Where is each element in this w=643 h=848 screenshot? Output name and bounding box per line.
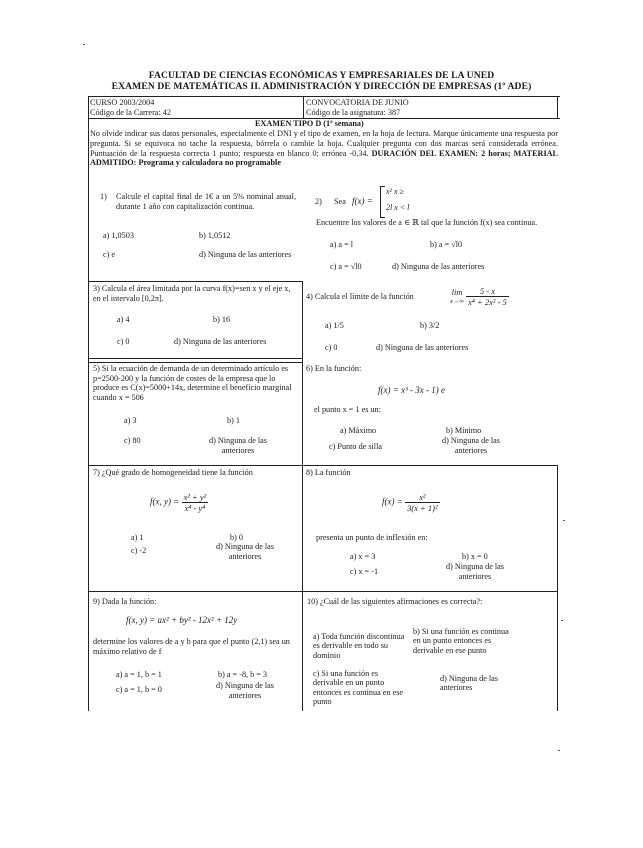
q4-lim-sub: x→∞ <box>450 297 465 305</box>
faculty-title: FACULTAD DE CIENCIAS ECONÓMICAS Y EMPRESARIALES DE LA UNED <box>148 70 495 81</box>
q2-case1: x² x ≥ <box>386 187 404 196</box>
row3-divider <box>88 465 558 466</box>
q2-option-a: a) a = l <box>330 240 354 249</box>
q4-denominator: x⁴ + 2x² - 5 <box>468 297 507 307</box>
q8-option-c: c) x = -1 <box>350 567 379 576</box>
q4-numerator: 5 - x <box>466 286 509 297</box>
scan-mark <box>558 750 560 751</box>
q5-text: 5) Si la ecuación de demanda de un determinado artículo es p=2500-200 y la función de costes de la empresa que lo produce es C(x)=5000+14x, determine el beneficio marginal cuando x = 506 <box>93 364 292 402</box>
q5-option-b: b) 1 <box>227 416 240 425</box>
q8-lhs: f(x) = <box>382 496 403 507</box>
q8-option-b: b) x = 0 <box>462 552 488 561</box>
q8-denominator: 3(x + 1)² <box>407 503 438 513</box>
q3-option-b: b) 16 <box>213 315 231 324</box>
instructions-duration: DURACIÓN DEL EXAMEN: 2 horas; MATERIAL ADMITIDO: Programa y calculadora no programable <box>90 148 559 168</box>
call: CONVOCATORIA DE JUNIO <box>306 98 409 107</box>
info-divider <box>303 96 304 119</box>
instructions-text: No olvide indicar sus datos personales, especialmente el DNI y el tipo de examen, en la hoja de lectura. Marque únicamente una respuesta por pregunta. Si se equivoca no tache la respuesta, bórrela o cambie la hoja. Cualquier pregunta con dos marcas será considerada errónea. Puntuación de la respuesta correcta 1 punto; respuesta en blanco 0; errónea -0,34. <box>90 129 558 158</box>
q4-option-a: a) 1/5 <box>325 321 344 330</box>
q2-text: Encuentre los valores de a ∈ ℝ tal que la función f(x) sea continua. <box>316 218 538 227</box>
scan-mark <box>563 520 565 521</box>
subject-code: Código de la asignatura: 387 <box>306 108 401 117</box>
left-border-lower <box>88 358 89 711</box>
q7-lhs: f(x, y) = <box>150 496 180 507</box>
q6-text: 6) En la función: <box>306 364 362 373</box>
q6-formula: f(x) = x³ - 3x - 1) e <box>378 385 445 395</box>
row2-divider-left <box>88 358 302 359</box>
q4-text: 4) Calcula el límite de la función <box>306 292 414 301</box>
q9-formula: f(x, y) = ax² + by² - 12x² + 12y <box>126 615 238 625</box>
q10-text: 10) ¿Cuál de las siguientes afirmaciones es correcta?: <box>307 597 483 606</box>
q3-text: 3) Calcula el área limitada por la curva f(x)=sen x y el eje x, en el intervalo [0,2π]. <box>93 284 291 303</box>
q4-option-d: d) Ninguna de las anteriores <box>376 343 469 352</box>
q1-option-c: c) e <box>103 250 116 259</box>
q10-top <box>303 591 557 592</box>
q6-option-a: a) Máximo <box>340 426 377 435</box>
q4-option-b: b) 3/2 <box>420 321 440 330</box>
q10-option-c: c) Si una función es derivable en un punto entonces es continua en ese punto <box>313 669 404 707</box>
scan-mark <box>83 44 85 45</box>
q8-formula <box>382 492 440 513</box>
q5-option-d: d) Ninguna de las anteriores <box>209 436 267 455</box>
q7-option-a: a) 1 <box>131 533 144 542</box>
q9-option-d: d) Ninguna de las anteriores <box>216 681 274 700</box>
q6-option-d: d) Ninguna de las anteriores <box>442 436 500 455</box>
q6-option-c: c) Punto de silla <box>329 442 382 451</box>
q4-limit <box>450 286 509 307</box>
q6-option-b: b) Mínimo <box>446 426 482 435</box>
q2-sea: Sea <box>334 197 346 206</box>
info-right-border <box>557 96 558 119</box>
left-border <box>88 96 89 358</box>
career-code: Código de la Carrera: 42 <box>90 108 171 117</box>
q7-denominator: x⁴ - y⁴ <box>184 503 206 513</box>
q1-text: Calcule el capital final de 1€ a un 5% nominal anual, durante 1 año con capitalización continua. <box>116 192 296 211</box>
row1-divider-left <box>88 281 302 282</box>
q7-option-d: d) Ninguna de las anteriores <box>216 542 274 561</box>
info-box-top-border <box>88 96 560 97</box>
q2-number: 2) <box>315 197 322 206</box>
q8-text: 8) La función <box>306 468 351 477</box>
q7-option-b: b) 0 <box>230 533 243 542</box>
q4-option-c: c) 0 <box>325 343 338 352</box>
q9-text: 9) Dada la función: <box>93 597 157 606</box>
q3-option-d: d) Ninguna de las anteriores <box>174 337 267 346</box>
q2-option-d: d) Ninguna de las anteriores <box>392 262 485 271</box>
right-border-lower <box>557 465 558 711</box>
q1-number: 1) <box>100 192 107 201</box>
q10-option-a: a) Toda función discontinua es derivable en todo su dominio <box>313 632 405 660</box>
q6-point: el punto x = 1 es un: <box>314 405 381 414</box>
q9-option-a: a) a = 1, b = 1 <box>116 670 162 679</box>
q3-option-a: a) 4 <box>117 315 130 324</box>
q7-formula <box>150 492 208 513</box>
q2-option-b: b) a = √l0 <box>430 240 463 249</box>
q1-option-b: b) 1,0512 <box>199 231 231 240</box>
q1-option-d: d) Ninguna de las anteriores <box>199 250 292 259</box>
q10-option-b: b) Si una función es continua en un punto entonces es derivable en ese punto <box>413 627 509 655</box>
course: CURSO 2003/2004 <box>90 98 155 107</box>
q1-option-a: a) 1,0503 <box>103 231 134 240</box>
q8-option-a: a) x = 3 <box>350 552 376 561</box>
q9-option-c: c) a = 1, b = 0 <box>116 685 162 694</box>
q5-option-a: a) 3 <box>124 416 137 425</box>
exam-title: EXAMEN DE MATEMÁTICAS II. ADMINISTRACIÓN Y DIRECCIÓN DE EMPRESAS (1º ADE) <box>111 81 532 92</box>
exam-type: EXAMEN TIPO D (1ª semana) <box>255 119 364 128</box>
center-divider <box>302 281 303 711</box>
q7-numerator: x² + y² <box>183 492 207 502</box>
q5-option-c: c) 80 <box>124 436 141 445</box>
q8-option-d: d) Ninguna de las anteriores <box>446 562 504 581</box>
q8-numerator: x² <box>405 492 439 503</box>
q2-brace <box>380 186 385 218</box>
q7-text: 7) ¿Qué grado de homogeneidad tiene la función <box>93 468 253 477</box>
q9-question: determine los valores de a y b para que el punto (2,1) sea un máximo relativo de f <box>93 637 290 656</box>
q2-case2: 2l x < l <box>386 203 410 212</box>
q2-option-c: c) a = √l0 <box>330 262 362 271</box>
instructions <box>90 129 558 168</box>
q3-option-c: c) 0 <box>117 337 130 346</box>
q2-fx: f(x) = <box>352 196 373 206</box>
q4-lim: lim <box>451 286 463 297</box>
q10-option-d: d) Ninguna de las anteriores <box>440 674 498 693</box>
scan-mark <box>561 620 563 621</box>
row2b-divider-left <box>88 362 302 363</box>
q8-question: presenta un punto de inflexión en: <box>316 533 428 542</box>
q7-option-c: c) -2 <box>131 546 147 555</box>
q9-option-b: b) a = -8, b = 3 <box>218 670 268 679</box>
